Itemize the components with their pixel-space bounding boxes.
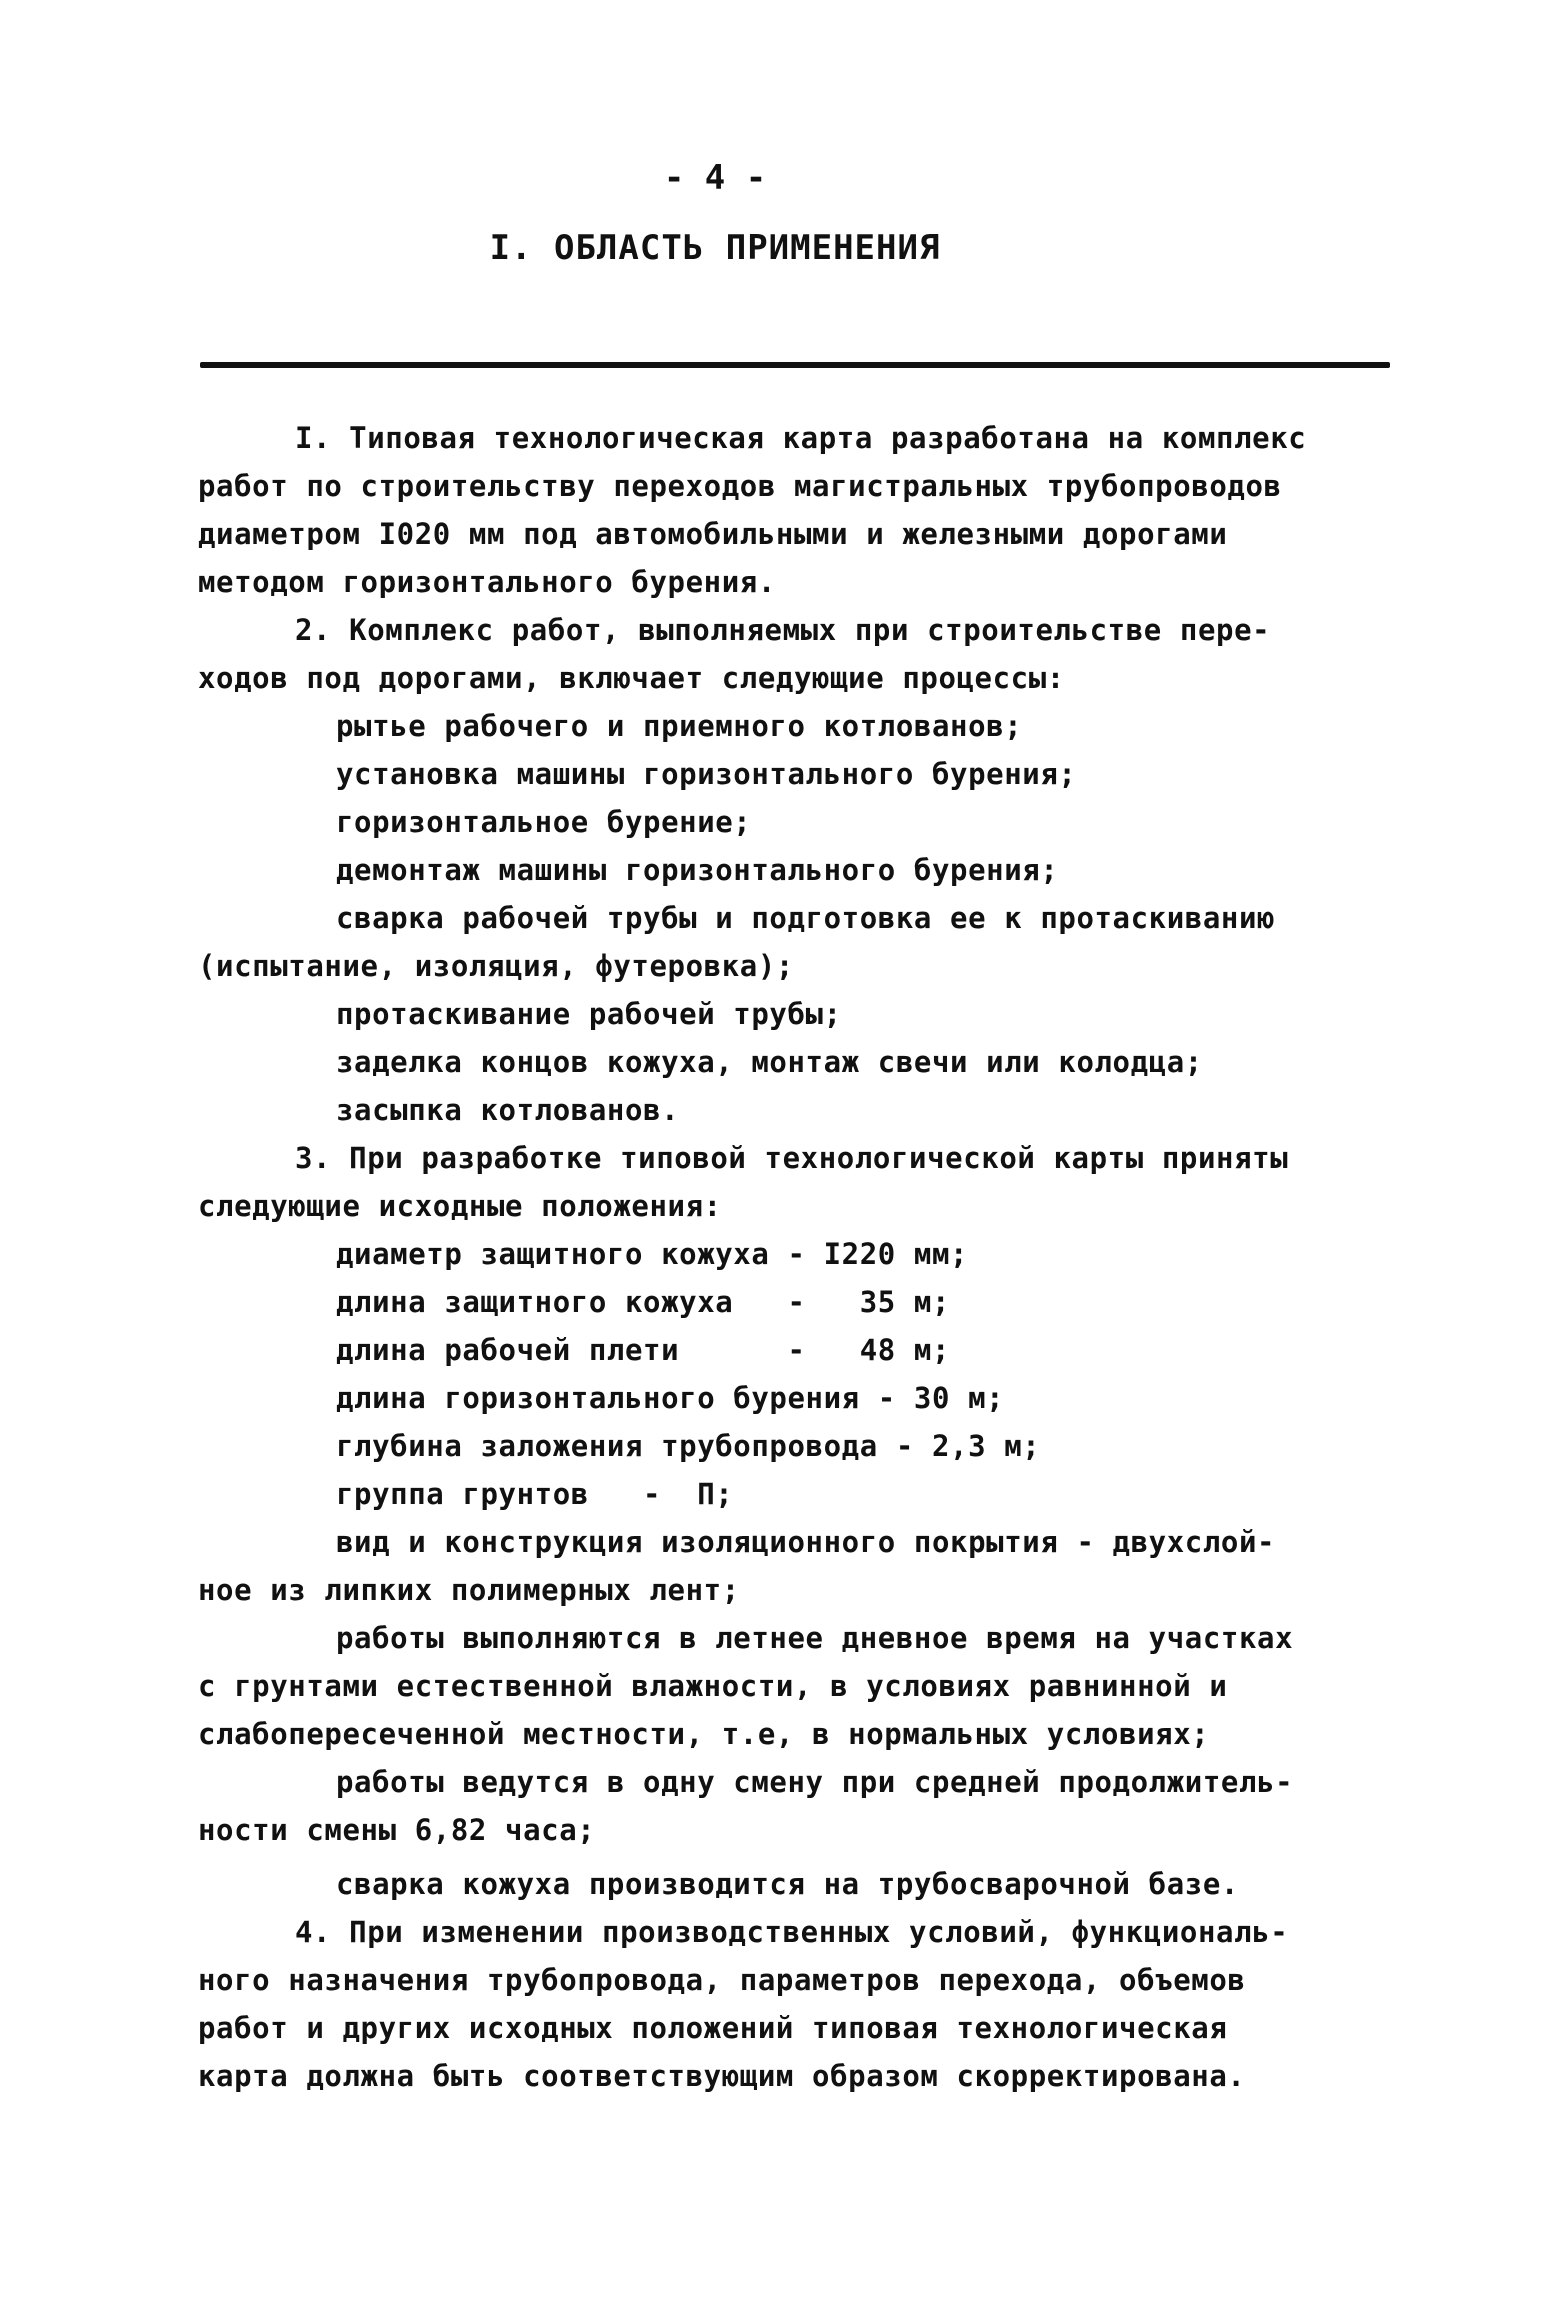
parameter-item-1: диаметр защитного кожуха - I220 мм; (336, 1237, 969, 1271)
process-item-5: сварка рабочей трубы и подготовка ее к протаскиванию (336, 901, 1276, 935)
parameter-item-10: сварка кожуха производится на трубосварочной базе. (336, 1867, 1239, 1901)
paragraph-1-line-1: I. Типовая технологическая карта разработана на комплекс (295, 421, 1307, 455)
paragraph-2-line-2: ходов под дорогами, включает следующие процессы: (198, 661, 1065, 695)
process-item-4: демонтаж машины горизонтального бурения; (336, 853, 1059, 887)
parameter-item-6: группа грунтов - П; (336, 1477, 734, 1511)
paragraph-3-line-2: следующие исходные положения: (198, 1189, 722, 1223)
process-item-5-continued: (испытание, изоляция, футеровка); (198, 949, 794, 983)
page-number: - 4 - (663, 158, 767, 198)
parameter-item-7-continued: ное из липких полимерных лент; (198, 1573, 740, 1607)
parameter-item-8-continued-2: слабопересеченной местности, т.е, в нормальных условиях; (198, 1717, 1210, 1751)
process-item-8: засыпка котлованов. (336, 1093, 680, 1127)
paragraph-4-line-4: карта должна быть соответствующим образом скорректирована. (198, 2059, 1246, 2093)
parameter-item-4: длина горизонтального бурения - 30 м; (336, 1381, 1005, 1415)
title-underline (200, 362, 1390, 368)
section-title: I. ОБЛАСТЬ ПРИМЕНЕНИЯ (489, 228, 941, 268)
paragraph-1-line-2: работ по строительству переходов магистральных трубопроводов (198, 469, 1282, 503)
parameter-item-7: вид и конструкция изоляционного покрытия - двухслой- (336, 1525, 1276, 1559)
paragraph-4-line-2: ного назначения трубопровода, параметров перехода, объемов (198, 1963, 1246, 1997)
process-item-7: заделка концов кожуха, монтаж свечи или колодца; (336, 1045, 1203, 1079)
parameter-item-8: работы выполняются в летнее дневное время на участках (336, 1621, 1294, 1655)
paragraph-3-line-1: 3. При разработке типовой технологической карты приняты (295, 1141, 1289, 1175)
process-item-6: протаскивание рабочей трубы; (336, 997, 842, 1031)
process-item-3: горизонтальное бурение; (336, 805, 752, 839)
parameter-item-8-continued-1: с грунтами естественной влажности, в условиях равнинной и (198, 1669, 1228, 1703)
parameter-item-2: длина защитного кожуха - 35 м; (336, 1285, 951, 1319)
paragraph-1-line-3: диаметром I020 мм под автомобильными и железными дорогами (198, 517, 1228, 551)
process-item-2: установка машины горизонтального бурения; (336, 757, 1077, 791)
process-item-1: рытье рабочего и приемного котлованов; (336, 709, 1023, 743)
paragraph-4-line-3: работ и других исходных положений типовая технологическая (198, 2011, 1228, 2045)
parameter-item-9-continued: ности смены 6,82 часа; (198, 1813, 596, 1847)
paragraph-1-line-4: методом горизонтального бурения. (198, 565, 776, 599)
paragraph-2-line-1: 2. Комплекс работ, выполняемых при строительстве пере- (295, 613, 1271, 647)
parameter-item-9: работы ведутся в одну смену при средней продолжитель- (336, 1765, 1294, 1799)
paragraph-4-line-1: 4. При изменении производственных условий, функциональ- (295, 1915, 1289, 1949)
parameter-item-5: глубина заложения трубопровода - 2,3 м; (336, 1429, 1041, 1463)
parameter-item-3: длина рабочей плети - 48 м; (336, 1333, 951, 1367)
